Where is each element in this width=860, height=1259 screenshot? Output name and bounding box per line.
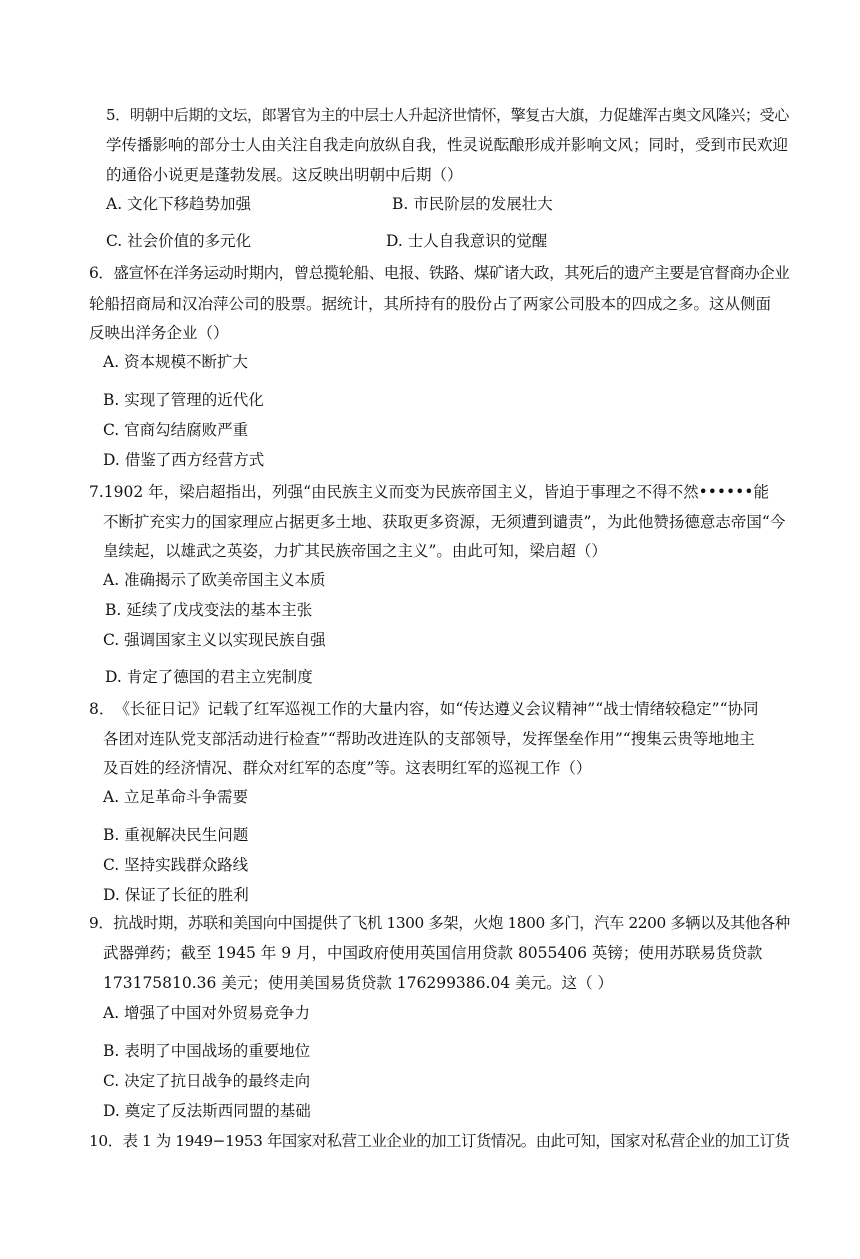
question-9-option-a[interactable]: A. 增强了中国对外贸易竞争力 — [103, 1004, 311, 1022]
question-8-option-a[interactable]: A. 立足革命斗争需要 — [103, 788, 249, 806]
question-9-option-d[interactable]: D. 奠定了反法斯西同盟的基础 — [103, 1102, 311, 1120]
question-6-line-2: 轮船招商局和汉冶萍公司的股票。据统计，其所持有的股份占了两家公司股本的四成之多。这从侧面 — [89, 295, 772, 313]
question-7-option-b[interactable]: B. 延续了戊戌变法的基本主张 — [105, 601, 313, 619]
question-number: 6． — [89, 264, 114, 282]
question-9-option-c[interactable]: C. 决定了抗日战争的最终走向 — [103, 1072, 311, 1090]
question-7-line-1: 7.1902 年，梁启超指出，列强“由民族主义而变为民族帝国主义，皆迫于事理之不得不然••••••能 — [89, 483, 769, 501]
question-8-line-1: 8．《长征日记》记载了红军巡视工作的大量内容，如“传达遵义会议精神”“战士情绪较稳定”“协同 — [89, 700, 759, 718]
question-7-line-3: 皇续起，以雄武之英姿，力扩其民族帝国之主义”。由此可知，梁启超（） — [103, 542, 607, 560]
question-5-line-2: 学传播影响的部分士人由关注自我走向放纵自我，性灵说酝酿形成并影响文风；同时，受到市民欢迎 — [106, 136, 789, 154]
question-10-line-1: 10．表 1 为 1949−1953 年国家对私营工业企业的加工订货情况。由此可知，国家对私营企业的加工订货 — [89, 1132, 790, 1150]
question-7-option-c[interactable]: C. 强调国家主义以实现民族自强 — [103, 631, 326, 649]
question-8-option-d[interactable]: D. 保证了长征的胜利 — [103, 886, 249, 904]
question-9-line-3: 173175810.36 美元；使用美国易货贷款 176299386.04 美元。这（ ） — [103, 974, 614, 992]
question-number: 9． — [89, 914, 114, 932]
question-8-line-2: 各团对连队党支部活动进行检查”“帮助改进连队的支部领导，发挥堡垒作用”“搜集云贵等地地主 — [103, 730, 755, 748]
question-7-option-d[interactable]: D. 肯定了德国的君主立宪制度 — [105, 668, 313, 686]
question-number: 7. — [89, 483, 104, 501]
question-9-option-b[interactable]: B. 表明了中国战场的重要地位 — [103, 1042, 311, 1060]
question-5-option-a[interactable]: A. 文化下移趋势加强 — [106, 195, 252, 213]
question-6-option-c[interactable]: C. 官商勾结腐败严重 — [103, 421, 249, 439]
question-6-option-d[interactable]: D. 借鉴了西方经营方式 — [103, 451, 265, 469]
question-5-option-d[interactable]: D. 士人自我意识的觉醒 — [386, 232, 548, 250]
question-6-line-3: 反映出洋务企业（） — [89, 324, 229, 342]
question-8-option-c[interactable]: C. 坚持实践群众路线 — [103, 856, 249, 874]
question-6-line-1: 6．盛宣怀在洋务运动时期内，曾总揽轮船、电报、铁路、煤矿诸大政，其死后的遗产主要是官督商办企业 — [89, 264, 790, 282]
question-number: 8． — [89, 700, 115, 718]
question-6-option-b[interactable]: B. 实现了管理的近代化 — [103, 391, 264, 409]
question-number: 10． — [89, 1132, 123, 1150]
question-5-line-1: 5．明朝中后期的文坛，郎署官为主的中层士人升起济世情怀，擎复古大旗，力促雄浑古奥文风隆兴；受心 — [106, 106, 789, 124]
question-5-option-b[interactable]: B. 市民阶层的发展壮大 — [392, 195, 553, 213]
question-8-line-3: 及百姓的经济情况、群众对红军的态度”等。这表明红军的巡视工作（） — [103, 759, 592, 777]
question-8-option-b[interactable]: B. 重视解决民生问题 — [103, 826, 249, 844]
question-7-line-2: 不断扩充实力的国家理应占据更多土地、获取更多资源，无须遭到谴责”，为此他赞扬德意志帝国“今 — [103, 513, 786, 531]
question-9-line-1: 9．抗战时期，苏联和美国向中国提供了飞机 1300 多架，火炮 1800 多门，汽车 2200 多辆以及其他各种 — [89, 914, 790, 932]
question-5-line-3: 的通俗小说更是蓬勃发展。这反映出明朝中后期（） — [106, 166, 463, 184]
question-number: 5． — [106, 106, 130, 124]
question-7-option-a[interactable]: A. 准确揭示了欧美帝国主义本质 — [103, 571, 326, 589]
question-9-line-2: 武器弹药；截至 1945 年 9 月，中国政府使用英国信用贷款 8055406 英镑；使用苏联易货贷款 — [103, 944, 763, 962]
question-5-option-c[interactable]: C. 社会价值的多元化 — [106, 232, 252, 250]
question-6-option-a[interactable]: A. 资本规模不断扩大 — [103, 353, 249, 371]
